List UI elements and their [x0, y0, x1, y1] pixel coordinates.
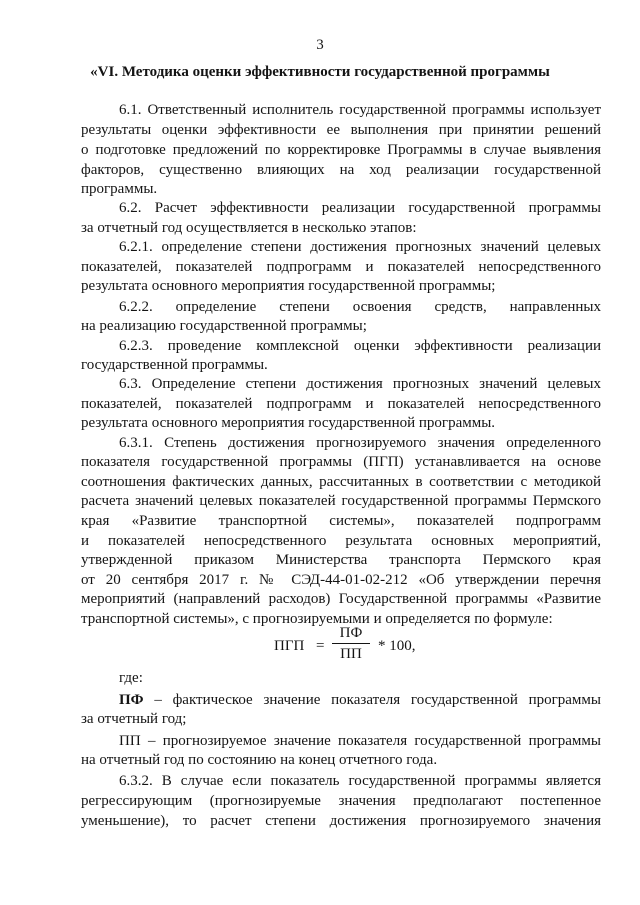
section-heading: «VI. Методика оценки эффективности государственной программы	[90, 64, 550, 80]
text-line: транспортной системы», с прогнозируемыми и определяется по формуле:	[81, 611, 553, 627]
text-line: показателей, показателей подпрограмм и показателей непосредственного	[81, 396, 601, 412]
formula-numerator: ПФ	[339, 625, 363, 641]
text-line: от 20 сентября 2017 г. № СЭД-44-01-02-212 «Об утверждении перечня	[81, 572, 601, 588]
text-line: уменьшение), то расчет степени достижения прогнозируемого значения	[81, 813, 601, 829]
text-line: и показателей непосредственного результата основных мероприятий,	[81, 533, 601, 549]
formula-lhs: ПГП	[274, 638, 305, 654]
text-line: соотношения фактических данных, рассчитанных в соответствии с методикой	[81, 474, 601, 490]
text-line: 6.1. Ответственный исполнитель государственной программы использует	[119, 102, 601, 118]
text-line: на реализацию государственной программы;	[81, 318, 367, 334]
text-line: показателя государственной программы (ПГП) устанавливается на основе	[81, 454, 601, 470]
text-line: 6.3.2. В случае если показатель государственной программы является	[119, 773, 601, 789]
text-line: результата основного мероприятия государственной программы;	[81, 278, 496, 294]
definition-actual-symbol: ПФ	[119, 692, 144, 708]
text-line: 6.2.2. определение степени освоения средств, направленных	[119, 299, 601, 315]
text-line: факторов, существенно влияющих на ход реализации государственной	[81, 162, 601, 178]
formula-denominator: ПП	[340, 646, 362, 662]
text-line: регрессирующим (прогнозируемые значения предполагают постепенное	[81, 793, 601, 809]
formula	[274, 624, 434, 670]
text-line: показателей, показателей подпрограмм и показателей непосредственного	[81, 259, 601, 275]
text-line: расчета значений целевых показателей государственной программы Пермского	[81, 493, 601, 509]
text-line: края «Развитие транспортной системы», показателей подпрограмм	[81, 513, 601, 529]
text-line: 6.3. Определение степени достижения прогнозных значений целевых	[119, 376, 601, 392]
text-line: утвержденной приказом Министерства транспорта Пермского края	[81, 552, 601, 568]
text-line: 6.3.1. Степень достижения прогнозируемого значения определенного	[119, 435, 601, 451]
text-line: программы.	[81, 181, 158, 197]
formula-rhs: * 100,	[378, 638, 416, 654]
formula-fraction	[332, 624, 370, 663]
text-line: 6.2. Расчет эффективности реализации государственной программы	[119, 200, 601, 216]
fraction-bar	[332, 643, 370, 644]
text-line: государственной программы.	[81, 357, 268, 373]
text-line: 6.2.1. определение степени достижения прогнозных значений целевых	[119, 239, 601, 255]
definition-actual	[119, 690, 601, 710]
formula-equals: =	[316, 638, 325, 654]
definition-actual-cont: за отчетный год;	[81, 711, 187, 727]
text-line: результата основного мероприятия государственной программы.	[81, 415, 496, 431]
text-line: мероприятий (направлений расходов) Государственной программы «Развитие	[81, 591, 601, 607]
definition-forecast-cont: на отчетный год по состоянию на конец отчетного года.	[81, 752, 438, 768]
where-label: где:	[119, 670, 143, 686]
definition-forecast: ПП – прогнозируемое значение показателя государственной программы	[119, 733, 601, 749]
text-line: за отчетный год осуществляется в несколько этапов:	[81, 220, 417, 236]
page-number: 3	[316, 37, 324, 53]
text-line: о подготовке предложений по корректировке Программы в случае выявления	[81, 142, 601, 158]
text-line: результаты оценки эффективности ее выполнения при принятии решений	[81, 122, 601, 138]
definition-actual-text: – фактическое значение показателя государственной программы	[143, 692, 601, 708]
text-line: 6.2.3. проведение комплексной оценки эффективности реализации	[119, 338, 601, 354]
